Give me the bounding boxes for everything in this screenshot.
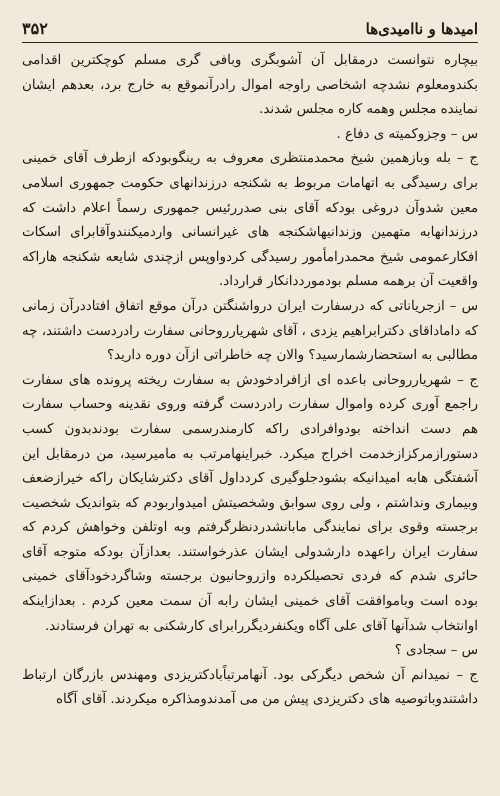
question-paragraph: س – وجزوکمیته ی دفاع .	[336, 126, 478, 142]
answer-paragraph: ج – شهریارروحانی باعده ای ازافرادخودش به سفارت ریخته پرونده های سفارت راجمع آوری کرده واموال سفارت رادردست گرفته وروی نقدینه وحساب سفارت هم دست انداخته بودوافرادی راکه کارمندرسمی سفارت بودندبدون کسب دستورازمرکزازخدمت اخراج میکرد. خبراینهامرتب به مامیرسید، من درمقابل این آشفتگی هابه امیدانیکه بشودجلوگیری کردداول آقای دکترشایکان راکه خیرازضعف وبیماری ونداشتم ، ولی روی سوابق وشخصیتش امیدواربودم که بتواندیک شخصیت برجسته وقوی برای نمایندگی مابانشدردنظرگرفتم وبه اوتلفن وخواهش کردم که سفارت ایران راعهده دارشدولی ایشان عذرخواستند. بعدازآن بودکه متوجه آقای حائری شدم که فردی تحصیلکرده وازروحانیون برجسته وشاگردخودآقای خمینی بوده است وباموافقت آقای خمینی ایشان رابه آن سمت معین کردم . بعدازاینکه اوانتخاب شدآنها آقای علی آگاه ویکنفردیگررابرای کارشکنی به تهران فرستادند.	[22, 372, 478, 634]
paragraph: بیچاره نتوانست درمقابل آن آشوبگری وبافی گری مسلم کوچکترین اقدامی بکندومعلوم نشدچه اشخاصی راوجه اموال رادرآنموقع به خارج برد، بعدهم ایشان نماینده مجلس وهمه کاره مجلس شدند.	[22, 53, 478, 118]
running-title: امیدها و ناامیدی‌ها	[365, 20, 478, 38]
page-number: ۳۵۲	[22, 19, 48, 38]
running-header	[22, 14, 478, 43]
body-text	[22, 49, 478, 713]
question-paragraph: س – سجادی ؟	[394, 643, 478, 659]
answer-paragraph: ج – نمیدانم آن شخص دیگرکی بود. آنهامرتباًبادکتریزدی ومهندس بازرگان ارتباط داشتندوباتوصیه های دکتریزدی پیش من می آمدندومذاکره میکردند. آقای آگاه	[22, 667, 478, 708]
answer-paragraph: ج – بله وبازهمین شیخ محمدمنتظری معروف به رینگوبودکه ازطرف آقای خمینی برای رسیدگی به اتهامات مربوط به شکنجه درزندانهای حکومت جمهوری اسلامی معین شدوآن دروغی بودکه آقای بنی صدررئیس جمهوری رسماً اعلام داشت که درزندانهابه متهمین وزندانیهاشکنجه های غیرانسانی واردمیکنندوآقابرای اسکات افکارعمومی شیخ محمدرامأمور رسیدگی کردواوپس ازچندی شایعه شکنجه هاراکه واقعیت آن برهمه مسلم بودمورددانکار قرارداد.	[22, 151, 478, 290]
question-paragraph: س – ازجریاناتی که درسفارت ایران درواشنگتن درآن موقع اتفاق افتاددرآن زمانی که داماداقای دکترابراهیم یزدی ، آقای شهریارروحانی سفارت رادردست داشتند، چه مطالبی به استحضارشمارسید؟ والان چه خاطراتی ازآن دوره دارید؟	[22, 298, 478, 364]
